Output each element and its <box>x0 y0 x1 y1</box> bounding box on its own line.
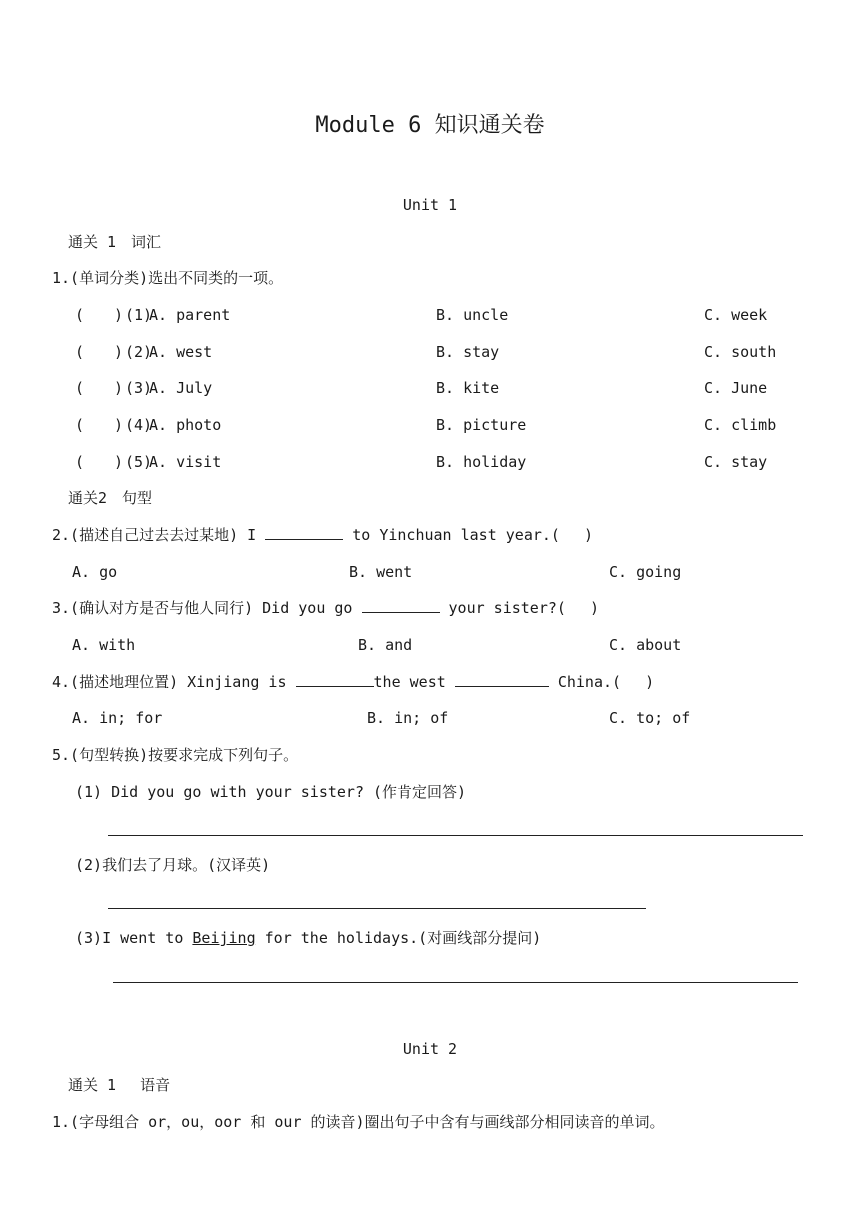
option-a: A. photo <box>149 416 222 434</box>
answer-paren[interactable]: ( ) <box>75 306 124 324</box>
q1-prompt: 1.(单词分类)选出不同类的一项。 <box>52 269 284 287</box>
page-title: Module 6 知识通关卷 <box>315 113 545 138</box>
q4-option-c: C. to; of <box>609 709 691 727</box>
q3-text-after: your sister?( ) <box>448 599 599 617</box>
q1-item-num: (3) <box>125 379 153 397</box>
option-b: B. holiday <box>436 453 527 471</box>
option-c: C. climb <box>704 416 777 434</box>
answer-paren[interactable]: ( ) <box>75 416 124 434</box>
q3-option-a: A. with <box>72 636 136 654</box>
option-a: A. July <box>149 379 213 397</box>
option-c: C. stay <box>704 453 768 471</box>
unit1-heading: Unit 1 <box>402 196 458 214</box>
q1-item-num: (1) <box>125 306 153 324</box>
q2-text-before: 2.(描述自己过去去过某地) I <box>52 526 257 544</box>
unit2-heading: Unit 2 <box>402 1040 458 1058</box>
q4-option-b: B. in; of <box>367 709 449 727</box>
q4-text-mid: the west <box>373 673 446 691</box>
unit1-section2-heading: 通关2 句型 <box>68 489 153 507</box>
q1-item-num: (4) <box>125 416 153 434</box>
option-b: B. picture <box>436 416 527 434</box>
answer-paren[interactable]: ( ) <box>75 379 124 397</box>
q2-text-after: to Yinchuan last year.( ) <box>352 526 594 544</box>
q4-text-after: China.( ) <box>557 673 655 691</box>
option-c: C. south <box>704 343 777 361</box>
q3-option-c: C. about <box>609 636 682 654</box>
q3-option-b: B. and <box>358 636 413 654</box>
option-c: C. week <box>704 306 768 324</box>
q2-option-c: C. going <box>609 563 682 581</box>
q5-sub1: (1) Did you go with your sister? (作肯定回答) <box>75 783 467 801</box>
q2-stem <box>52 525 593 545</box>
q5-sub3-underlined-word: Beijing <box>192 929 256 947</box>
unit1-section1-heading: 通关 1 词汇 <box>68 233 162 251</box>
q4-blank-2[interactable] <box>455 672 549 687</box>
q4-option-a: A. in; for <box>72 709 163 727</box>
q4-blank-1[interactable] <box>296 672 374 687</box>
option-b: B. kite <box>436 379 500 397</box>
q5-sub3-text-before: (3)I went to <box>75 929 184 947</box>
q2-blank[interactable] <box>265 525 343 540</box>
q2-option-b: B. went <box>349 563 413 581</box>
q5-sub3 <box>75 928 541 948</box>
q5-answer-line-3[interactable] <box>113 982 798 983</box>
option-a: A. visit <box>149 453 222 471</box>
q5-answer-line-1[interactable] <box>108 835 803 836</box>
answer-paren[interactable]: ( ) <box>75 453 124 471</box>
option-a: A. west <box>149 343 213 361</box>
q4-stem <box>52 672 654 692</box>
unit2-section1-heading: 通关 1 语音 <box>68 1076 171 1094</box>
q1-item-num: (2) <box>125 343 153 361</box>
option-c: C. June <box>704 379 768 397</box>
q5-prompt: 5.(句型转换)按要求完成下列句子。 <box>52 746 299 764</box>
q2-option-a: A. go <box>72 563 118 581</box>
q3-stem <box>52 598 599 618</box>
q5-answer-line-2[interactable] <box>108 908 646 909</box>
q1-item-num: (5) <box>125 453 153 471</box>
q3-text-before: 3.(确认对方是否与他人同行) Did you go <box>52 599 353 617</box>
q4-text-before: 4.(描述地理位置) Xinjiang is <box>52 673 287 691</box>
answer-paren[interactable]: ( ) <box>75 343 124 361</box>
option-b: B. uncle <box>436 306 509 324</box>
unit2-q1-prompt: 1.(字母组合 or，ou，oor 和 our 的读音)圈出句子中含有与画线部分相同读音的单词。 <box>52 1113 665 1131</box>
q5-sub2: (2)我们去了月球。(汉译英) <box>75 856 271 874</box>
q3-blank[interactable] <box>362 598 440 613</box>
q5-sub3-text-after: for the holidays.(对画线部分提问) <box>264 929 542 947</box>
option-b: B. stay <box>436 343 500 361</box>
option-a: A. parent <box>149 306 231 324</box>
